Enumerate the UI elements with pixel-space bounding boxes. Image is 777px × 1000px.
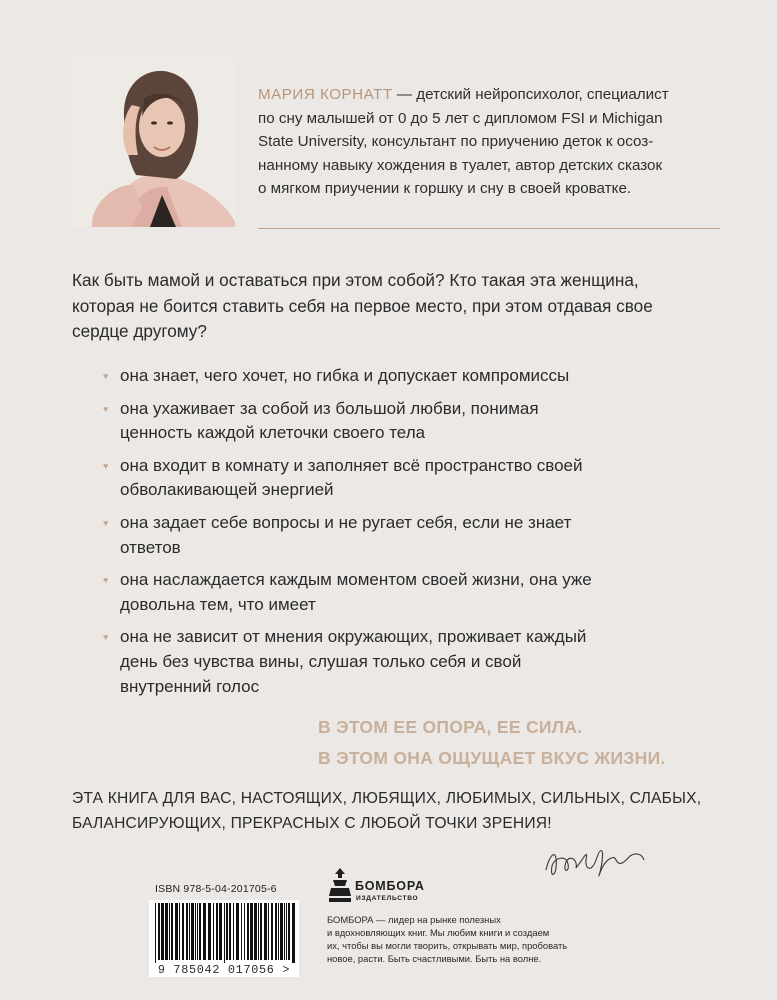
barcode-bar [244, 903, 245, 960]
barcode-bar [271, 903, 273, 960]
list-item [103, 397, 623, 446]
barcode-bar [247, 903, 249, 960]
list-item-line: она входит в комнату и заполняет всё пространство своей [120, 455, 583, 475]
barcode-bar [264, 903, 267, 960]
barcode-bar [216, 903, 218, 960]
barcode-bar [197, 903, 198, 960]
author-bio-line: о мягком приучении к горшку и сну в своей кроватке. [258, 180, 632, 197]
list-item [103, 568, 623, 617]
list-item-line: ценность каждой клеточки своего тела [120, 423, 426, 443]
publisher-desc-line: и вдохновляющих книг. Мы любим книги и создаем [327, 927, 550, 938]
barcode-bar [258, 903, 259, 960]
accent-line: В ЭТОМ ОНА ОЩУЩАЕТ ВКУС ЖИЗНИ. [318, 748, 666, 768]
isbn-label: ISBN 978-5-04-201705-6 [155, 883, 277, 895]
audience-statement [72, 787, 732, 836]
barcode [149, 900, 299, 964]
list-item [103, 625, 623, 699]
barcode-bar [284, 903, 285, 960]
barcode-bar [275, 903, 277, 960]
barcode-bar [208, 903, 211, 960]
barcode-digits: 9 785042 017056 > [149, 963, 299, 977]
author-signature [540, 830, 650, 890]
intro-line: сердце другому? [72, 321, 207, 342]
barcode-bar [233, 903, 234, 960]
list-item-line: ответов [120, 537, 181, 557]
list-item-line: она знает, чего хочет, но гибка и допускает компромиссы [120, 366, 570, 385]
barcode-bar [158, 903, 160, 960]
list-item-line: день без чувства вины, слушая только себя и свой [120, 651, 522, 671]
divider [258, 228, 720, 229]
barcode-bar [191, 903, 194, 960]
publisher-desc-line: их, чтобы вы могли творить, открывать мир, пробовать [327, 940, 568, 951]
publisher-desc-line: новое, расти. Быть счастливыми. Быть на волне. [327, 953, 542, 964]
list-item-line: она наслаждается каждым моментом своей жизни, она уже [120, 570, 592, 590]
publisher-brand: БОМБОРА [355, 879, 425, 893]
barcode-bar [171, 903, 173, 960]
accent-quote [318, 712, 738, 774]
barcode-bar [199, 903, 201, 960]
list-item-line: она задает себе вопросы и не ругает себя, если не знает [120, 512, 572, 532]
barcode-bar [175, 903, 178, 960]
list-item [103, 364, 623, 389]
author-bio [258, 83, 718, 201]
barcode-bar [165, 903, 168, 960]
barcode-bar [213, 903, 214, 960]
barcode-bar [278, 903, 279, 960]
heart-icon: ♥ [103, 632, 109, 643]
author-bio-line: нанному навыку хождения в туалет, автор детских сказок [258, 156, 663, 174]
barcode-bar [203, 903, 206, 960]
author-bio-line: State University, консультант по приучению деток к осоз- [258, 133, 654, 150]
list-item [103, 511, 623, 560]
barcode-bar [268, 903, 269, 960]
barcode-bar [229, 903, 231, 960]
list-item [103, 454, 623, 503]
publisher-subtitle: ИЗДАТЕЛЬСТВО [356, 895, 419, 902]
audience-line: ЭТА КНИГА ДЛЯ ВАС, НАСТОЯЩИХ, ЛЮБЯЩИХ, ЛЮБИМЫХ, СИЛЬНЫХ, СЛАБЫХ, [72, 790, 702, 807]
accent-line: В ЭТОМ ЕЕ ОПОРА, ЕЕ СИЛА. [318, 717, 583, 737]
barcode-bar [179, 903, 180, 960]
author-photo [72, 57, 235, 227]
barcode-bar [155, 903, 156, 964]
barcode-bar [224, 903, 225, 964]
barcode-bar [241, 903, 242, 960]
list-item-line: довольна тем, что имеет [120, 594, 316, 614]
heart-icon: ♥ [103, 371, 109, 381]
author-name: МАРИЯ КОРНАТТ [258, 86, 393, 103]
list-item-line: она ухаживает за собой из большой любви, понимая [120, 398, 539, 418]
barcode-bar [189, 903, 190, 960]
list-item-line: внутренний голос [120, 676, 260, 696]
barcode-bar [236, 903, 239, 960]
barcode-bar [226, 903, 228, 960]
barcode-bar [292, 903, 295, 964]
intro-paragraph [72, 268, 712, 345]
heart-icon: ♥ [103, 517, 109, 528]
heart-icon: ♥ [103, 460, 109, 471]
publisher-desc-line: БОМБОРА — лидер на рынке полезных [327, 914, 501, 925]
heart-icon: ♥ [103, 575, 109, 586]
barcode-bar [186, 903, 188, 960]
barcode-bar [250, 903, 253, 960]
author-bio-line: по сну малышей от 0 до 5 лет с дипломом FSI и Michigan [258, 109, 663, 127]
intro-line: Как быть мамой и оставаться при этом собой? Кто такая эта женщина, [72, 270, 639, 290]
heart-icon: ♥ [103, 403, 109, 414]
barcode-bar [169, 903, 170, 960]
barcode-bar [254, 903, 257, 960]
bullet-list [103, 364, 623, 699]
barcode-bar [182, 903, 184, 960]
list-item-line: она не зависит от мнения окружающих, проживает каждый [120, 627, 587, 647]
publisher-logo [327, 862, 447, 910]
bombora-logo-icon [327, 862, 353, 908]
publisher-description [327, 913, 592, 965]
author-bio-line: — детский нейропсихолог, специалист [396, 86, 669, 103]
barcode-bar [195, 903, 196, 960]
barcode-bar [161, 903, 164, 960]
barcode-bar [260, 903, 262, 960]
barcode-bar [219, 903, 222, 960]
intro-line: которая не боится ставить себя на первое место, при этом отдавая свое [72, 295, 653, 316]
barcode-bar [280, 903, 283, 960]
barcode-bar [286, 903, 287, 960]
list-item-line: обволакивающей энергией [120, 480, 334, 500]
audience-line: БАЛАНСИРУЮЩИХ, ПРЕКРАСНЫХ С ЛЮБОЙ ТОЧКИ ЗРЕНИЯ! [72, 814, 552, 832]
barcode-bar [288, 903, 290, 960]
